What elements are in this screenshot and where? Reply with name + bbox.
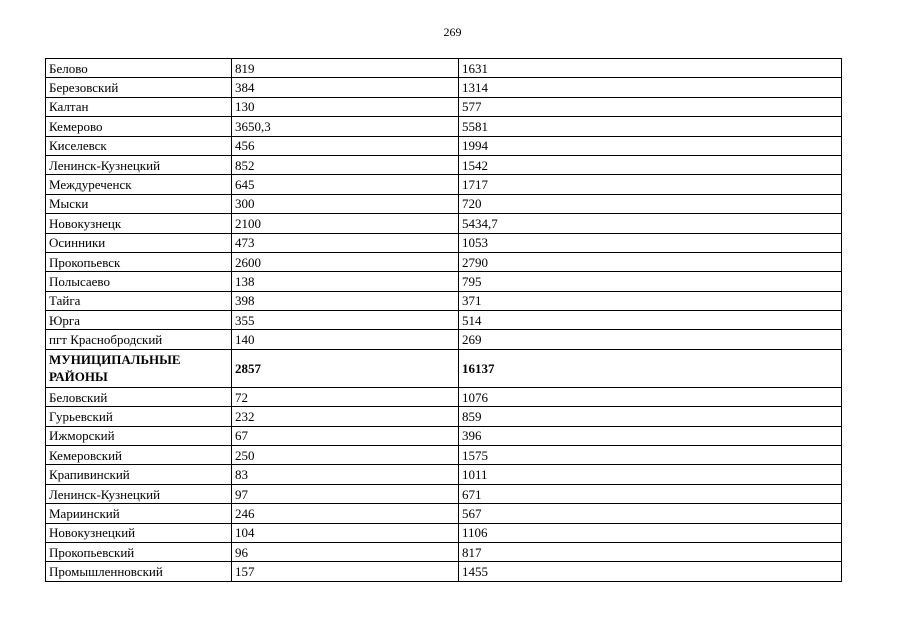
- row-value-2: 371: [459, 291, 842, 310]
- row-value-1: 72: [232, 387, 459, 406]
- table-row: [46, 117, 842, 136]
- row-name: Мариинский: [46, 504, 232, 523]
- row-name: Кемерово: [46, 117, 232, 136]
- row-value-2: 1575: [459, 446, 842, 465]
- section-header-row: [46, 349, 842, 387]
- row-name: Промышленновский: [46, 562, 232, 581]
- row-value-2: 1314: [459, 78, 842, 97]
- row-name: Новокузнецк: [46, 214, 232, 233]
- row-name: Гурьевский: [46, 407, 232, 426]
- section-total-2: 16137: [459, 349, 842, 387]
- table-row: [46, 504, 842, 523]
- row-value-1: 473: [232, 233, 459, 252]
- table-row: [46, 484, 842, 503]
- table-row: [46, 311, 842, 330]
- row-name: Ленинск-Кузнецкий: [46, 155, 232, 174]
- row-value-2: 269: [459, 330, 842, 349]
- row-name: Прокопьевский: [46, 542, 232, 561]
- row-value-2: 1076: [459, 387, 842, 406]
- row-value-1: 2600: [232, 252, 459, 271]
- row-value-2: 396: [459, 426, 842, 445]
- table-row: [46, 465, 842, 484]
- row-value-2: 671: [459, 484, 842, 503]
- row-value-1: 246: [232, 504, 459, 523]
- table-row: [46, 387, 842, 406]
- row-value-1: 97: [232, 484, 459, 503]
- table-row: [46, 562, 842, 581]
- row-name: Тайга: [46, 291, 232, 310]
- row-name: Осинники: [46, 233, 232, 252]
- row-value-2: 1717: [459, 175, 842, 194]
- row-name: Крапивинский: [46, 465, 232, 484]
- row-value-1: 104: [232, 523, 459, 542]
- row-name: Юрга: [46, 311, 232, 330]
- row-value-1: 300: [232, 194, 459, 213]
- table-row: [46, 291, 842, 310]
- row-value-1: 398: [232, 291, 459, 310]
- row-value-1: 250: [232, 446, 459, 465]
- table-row: [46, 59, 842, 78]
- row-value-1: 3650,3: [232, 117, 459, 136]
- section-title: МУНИЦИПАЛЬНЫЕ РАЙОНЫ: [46, 349, 232, 387]
- row-name: Полысаево: [46, 272, 232, 291]
- table-row: [46, 194, 842, 213]
- table-row: [46, 136, 842, 155]
- row-value-1: 645: [232, 175, 459, 194]
- row-name: Беловский: [46, 387, 232, 406]
- row-name: Новокузнецкий: [46, 523, 232, 542]
- row-value-1: 157: [232, 562, 459, 581]
- table-row: [46, 97, 842, 116]
- row-value-1: 67: [232, 426, 459, 445]
- row-value-2: 5581: [459, 117, 842, 136]
- row-value-2: 720: [459, 194, 842, 213]
- table-row: [46, 407, 842, 426]
- section-total-1: 2857: [232, 349, 459, 387]
- row-name: Белово: [46, 59, 232, 78]
- row-name: Мыски: [46, 194, 232, 213]
- row-value-2: 817: [459, 542, 842, 561]
- row-value-1: 384: [232, 78, 459, 97]
- row-name: Кемеровский: [46, 446, 232, 465]
- row-value-2: 5434,7: [459, 214, 842, 233]
- row-name: Ленинск-Кузнецкий: [46, 484, 232, 503]
- row-value-2: 1542: [459, 155, 842, 174]
- row-value-1: 355: [232, 311, 459, 330]
- table-row: [46, 155, 842, 174]
- row-value-2: 1631: [459, 59, 842, 78]
- table-row: [46, 523, 842, 542]
- row-value-1: 140: [232, 330, 459, 349]
- row-value-1: 456: [232, 136, 459, 155]
- row-value-2: 514: [459, 311, 842, 330]
- row-value-2: 1994: [459, 136, 842, 155]
- row-name: Ижморский: [46, 426, 232, 445]
- table-row: [46, 78, 842, 97]
- row-value-2: 567: [459, 504, 842, 523]
- row-name: Прокопьевск: [46, 252, 232, 271]
- data-table: [45, 58, 842, 582]
- row-value-1: 138: [232, 272, 459, 291]
- row-value-2: 2790: [459, 252, 842, 271]
- row-value-1: 2100: [232, 214, 459, 233]
- row-value-2: 577: [459, 97, 842, 116]
- table-row: [46, 542, 842, 561]
- row-value-2: 1011: [459, 465, 842, 484]
- row-name: Киселевск: [46, 136, 232, 155]
- row-value-1: 130: [232, 97, 459, 116]
- table-row: [46, 426, 842, 445]
- row-value-1: 83: [232, 465, 459, 484]
- row-name: Калтан: [46, 97, 232, 116]
- table-row: [46, 272, 842, 291]
- row-value-2: 1053: [459, 233, 842, 252]
- row-value-2: 1106: [459, 523, 842, 542]
- row-name: Междуреченск: [46, 175, 232, 194]
- table-row: [46, 446, 842, 465]
- table-row: [46, 214, 842, 233]
- row-value-1: 96: [232, 542, 459, 561]
- table-row: [46, 233, 842, 252]
- row-value-2: 1455: [459, 562, 842, 581]
- row-name: Березовский: [46, 78, 232, 97]
- row-value-1: 819: [232, 59, 459, 78]
- table-row: [46, 175, 842, 194]
- row-value-1: 232: [232, 407, 459, 426]
- table-row: [46, 330, 842, 349]
- row-value-2: 859: [459, 407, 842, 426]
- row-value-1: 852: [232, 155, 459, 174]
- row-name: пгт Краснобродский: [46, 330, 232, 349]
- table-row: [46, 252, 842, 271]
- page-number: 269: [443, 25, 462, 39]
- row-value-2: 795: [459, 272, 842, 291]
